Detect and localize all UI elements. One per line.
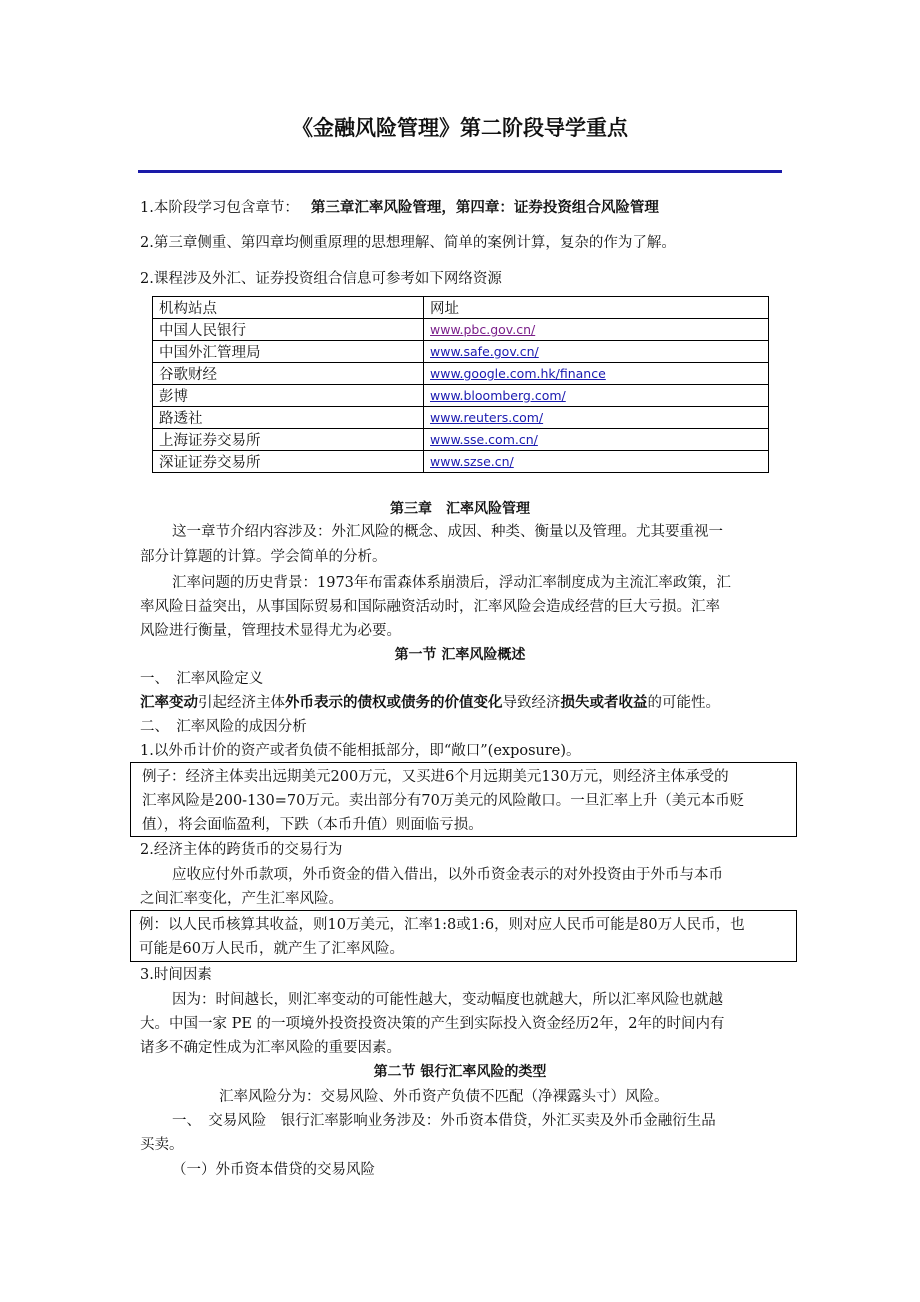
- cause-2: 2.经济主体的跨货币的交易行为: [140, 842, 343, 858]
- cause-3: 3.时间因素: [140, 967, 212, 983]
- site-name: 谷歌财经: [153, 363, 424, 385]
- cause-3-text: 大。中国一家 PE 的一项境外投资投资决策的产生到实际投入资金经历2年，2年的时间内有: [140, 1016, 725, 1032]
- site-link-szse[interactable]: www.szse.cn/: [430, 454, 514, 469]
- example-1-line: 汇率风险是200-130=70万元。卖出部分有70万美元的风险敞口。一旦汇率上升（美元本币贬: [142, 793, 745, 809]
- table-row: [153, 341, 769, 363]
- cause-1: 1.以外币计价的资产或者负债不能相抵部分，即“敞口”(exposure)。: [140, 743, 581, 759]
- site-link-safe[interactable]: www.safe.gov.cn/: [430, 344, 539, 359]
- table-header-site: 机构站点: [153, 297, 424, 319]
- example-2-line: 可能是60万人民币，就产生了汇率风险。: [139, 941, 404, 957]
- site-link-bloomberg[interactable]: www.bloomberg.com/: [430, 388, 566, 403]
- section-1-heading: 第一节 汇率风险概述: [394, 647, 526, 663]
- example-box-1: [130, 762, 797, 837]
- site-name: 路透社: [153, 407, 424, 429]
- definition-text: [140, 693, 720, 713]
- definition-bold-term: 损失或者收益: [560, 694, 648, 711]
- table-row: [153, 407, 769, 429]
- example-box-2: [130, 910, 797, 962]
- table-row: [153, 451, 769, 473]
- table-row: [153, 385, 769, 407]
- section-2-item-1: 一、 交易风险 银行汇率影响业务涉及：外币资本借贷，外汇买卖及外币金融衍生品: [172, 1113, 716, 1129]
- intro-item-1-chapters: 第三章汇率风险管理，第四章：证券投资组合风险管理: [310, 199, 659, 216]
- table-header-row: [153, 297, 769, 319]
- definition-bold-term: 外币表示的债权或债务的价值变化: [285, 694, 503, 711]
- table-row: [153, 429, 769, 451]
- site-link-reuters[interactable]: www.reuters.com/: [430, 410, 544, 425]
- table-row: [153, 363, 769, 385]
- site-name: 中国外汇管理局: [153, 341, 424, 363]
- example-1-line: 例子：经济主体卖出远期美元200万元，又买进6个月远期美元130万元，则经济主体承受的: [142, 769, 729, 785]
- causes-heading: 二、 汇率风险的成因分析: [140, 719, 307, 735]
- site-link-sse[interactable]: www.sse.com.cn/: [430, 432, 538, 447]
- intro-item-1: [140, 198, 659, 218]
- chapter-3-heading: 第三章 汇率风险管理: [390, 501, 530, 517]
- section-2-summary: 汇率风险分为：交易风险、外币资产负债不匹配（净裸露头寸）风险。: [219, 1089, 669, 1105]
- example-1-line: 值），将会面临盈利，下跌（本币升值）则面临亏损。: [142, 817, 483, 833]
- cause-3-text: 因为：时间越长，则汇率变动的可能性越大，变动幅度也就越大，所以汇率风险也就越: [172, 992, 723, 1008]
- table-row: [153, 319, 769, 341]
- definition-text-part: 引起经济主体: [198, 695, 285, 711]
- cause-2-text: 之间汇率变化，产生汇率风险。: [140, 891, 343, 907]
- definition-text-part: 的可能性。: [647, 695, 720, 711]
- site-name: 深证证券交易所: [153, 451, 424, 473]
- definition-bold-term: 汇率变动: [140, 694, 198, 711]
- intro-item-2: 2.第三章侧重、第四章均侧重原理的思想理解、简单的案例计算，复杂的作为了解。: [140, 235, 676, 251]
- intro-item-3: 2.课程涉及外汇、证券投资组合信息可参考如下网络资源: [140, 271, 502, 287]
- definition-text-part: 导致经济: [502, 695, 561, 711]
- site-name: 彭博: [153, 385, 424, 407]
- resource-table: [152, 296, 769, 473]
- section-2-item-1: 买卖。: [140, 1137, 184, 1153]
- section-2-heading: 第二节 银行汇率风险的类型: [373, 1064, 547, 1080]
- cause-2-text: 应收应付外币款项，外币资金的借入借出，以外币资金表示的对外投资由于外币与本币: [172, 867, 723, 883]
- page-title: 《金融风险管理》第二阶段导学重点: [292, 116, 628, 140]
- chapter-3-para-2: 率风险日益突出，从事国际贸易和国际融资活动时，汇率风险会造成经营的巨大亏损。汇率: [140, 599, 720, 615]
- definition-heading: 一、 汇率风险定义: [140, 671, 264, 687]
- site-name: 中国人民银行: [153, 319, 424, 341]
- site-link-google-finance[interactable]: www.google.com.hk/finance: [430, 366, 606, 381]
- site-link-pbc[interactable]: www.pbc.gov.cn/: [430, 322, 536, 337]
- intro-item-1-prefix: 1.本阶段学习包含章节：: [140, 200, 299, 216]
- table-header-url: 网址: [424, 297, 769, 319]
- site-name: 上海证券交易所: [153, 429, 424, 451]
- chapter-3-para-1: 部分计算题的计算。学会简单的分析。: [140, 549, 387, 565]
- section-2-subheading: （一）外币资本借贷的交易风险: [172, 1162, 375, 1178]
- chapter-3-para-2: 汇率问题的历史背景：1973年布雷森体系崩溃后，浮动汇率制度成为主流汇率政策，汇: [172, 575, 731, 591]
- chapter-3-para-1: 这一章节介绍内容涉及：外汇风险的概念、成因、种类、衡量以及管理。尤其要重视一: [172, 524, 723, 540]
- title-divider: [138, 170, 782, 173]
- cause-3-text: 诸多不确定性成为汇率风险的重要因素。: [140, 1040, 401, 1056]
- chapter-3-para-2: 风险进行衡量，管理技术显得尤为必要。: [140, 623, 401, 639]
- example-2-line: 例：以人民币核算其收益，则10万美元，汇率1:8或1:6，则对应人民币可能是80万人民币，也: [139, 917, 745, 933]
